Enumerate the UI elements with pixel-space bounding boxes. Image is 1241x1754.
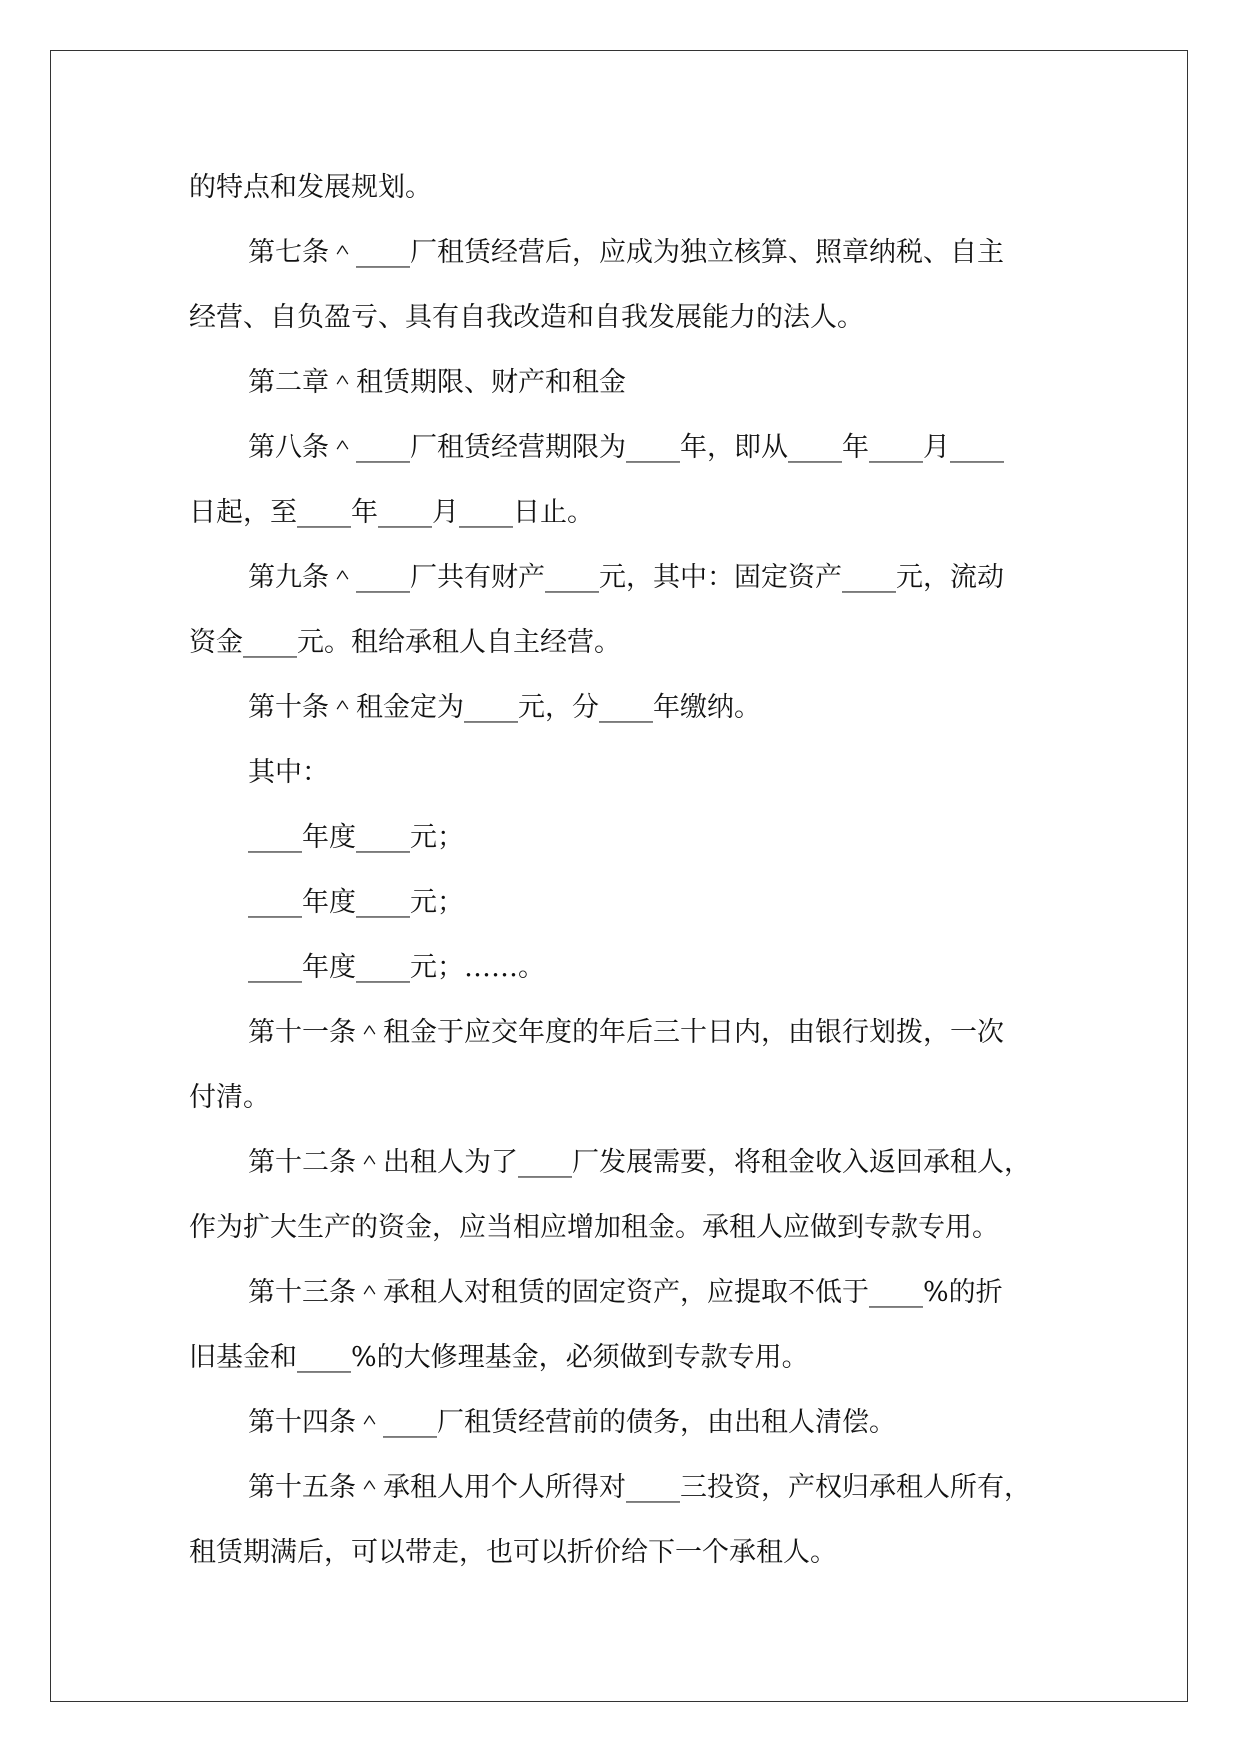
article-15-line-1: 第十五条＾承租人用个人所得对____三投资，产权归承租人所有， [248,1472,1031,1503]
text-line: 的特点和发展规划。 [189,172,432,203]
article-8-line-1: 第八条＾____厂租赁经营期限为____年，即从____年____月____ [248,432,1004,463]
article-13-line-2: 旧基金和____%的大修理基金，必须做到专款专用。 [189,1342,809,1373]
article-7-line-2: 经营、自负盈亏、具有自我改造和自我发展能力的法人。 [189,302,864,333]
rent-year-line: ____年度____元； [248,822,464,853]
article-8-line-2: 日起，至____年____月____日止。 [189,497,594,528]
chapter-2-heading: 第二章＾租赁期限、财产和租金 [248,367,626,398]
article-11-line-2: 付清。 [189,1082,270,1113]
rent-breakdown-label: 其中： [248,757,329,788]
article-15-line-2: 租赁期满后，可以带走，也可以折价给下一个承租人。 [189,1537,837,1568]
article-14-line: 第十四条＾____厂租赁经营前的债务，由出租人清偿。 [248,1407,896,1438]
article-13-line-1: 第十三条＾承租人对租赁的固定资产，应提取不低于____%的折 [248,1277,1003,1308]
article-10-line: 第十条＾租金定为____元，分____年缴纳。 [248,692,761,723]
article-9-line-2: 资金____元。租给承租人自主经营。 [189,627,621,658]
document-body [189,155,1069,1585]
article-7-line-1: 第七条＾____厂租赁经营后，应成为独立核算、照章纳税、自主 [248,237,1004,268]
rent-year-line: ____年度____元； [248,887,464,918]
rent-year-line: ____年度____元；……。 [248,952,545,983]
article-12-line-2: 作为扩大生产的资金，应当相应增加租金。承租人应做到专款专用。 [189,1212,999,1243]
article-9-line-1: 第九条＾____厂共有财产____元，其中：固定资产____元，流动 [248,562,1004,593]
article-11-line-1: 第十一条＾租金于应交年度的年后三十日内，由银行划拨，一次 [248,1017,1004,1048]
article-12-line-1: 第十二条＾出租人为了____厂发展需要，将租金收入返回承租人， [248,1147,1031,1178]
